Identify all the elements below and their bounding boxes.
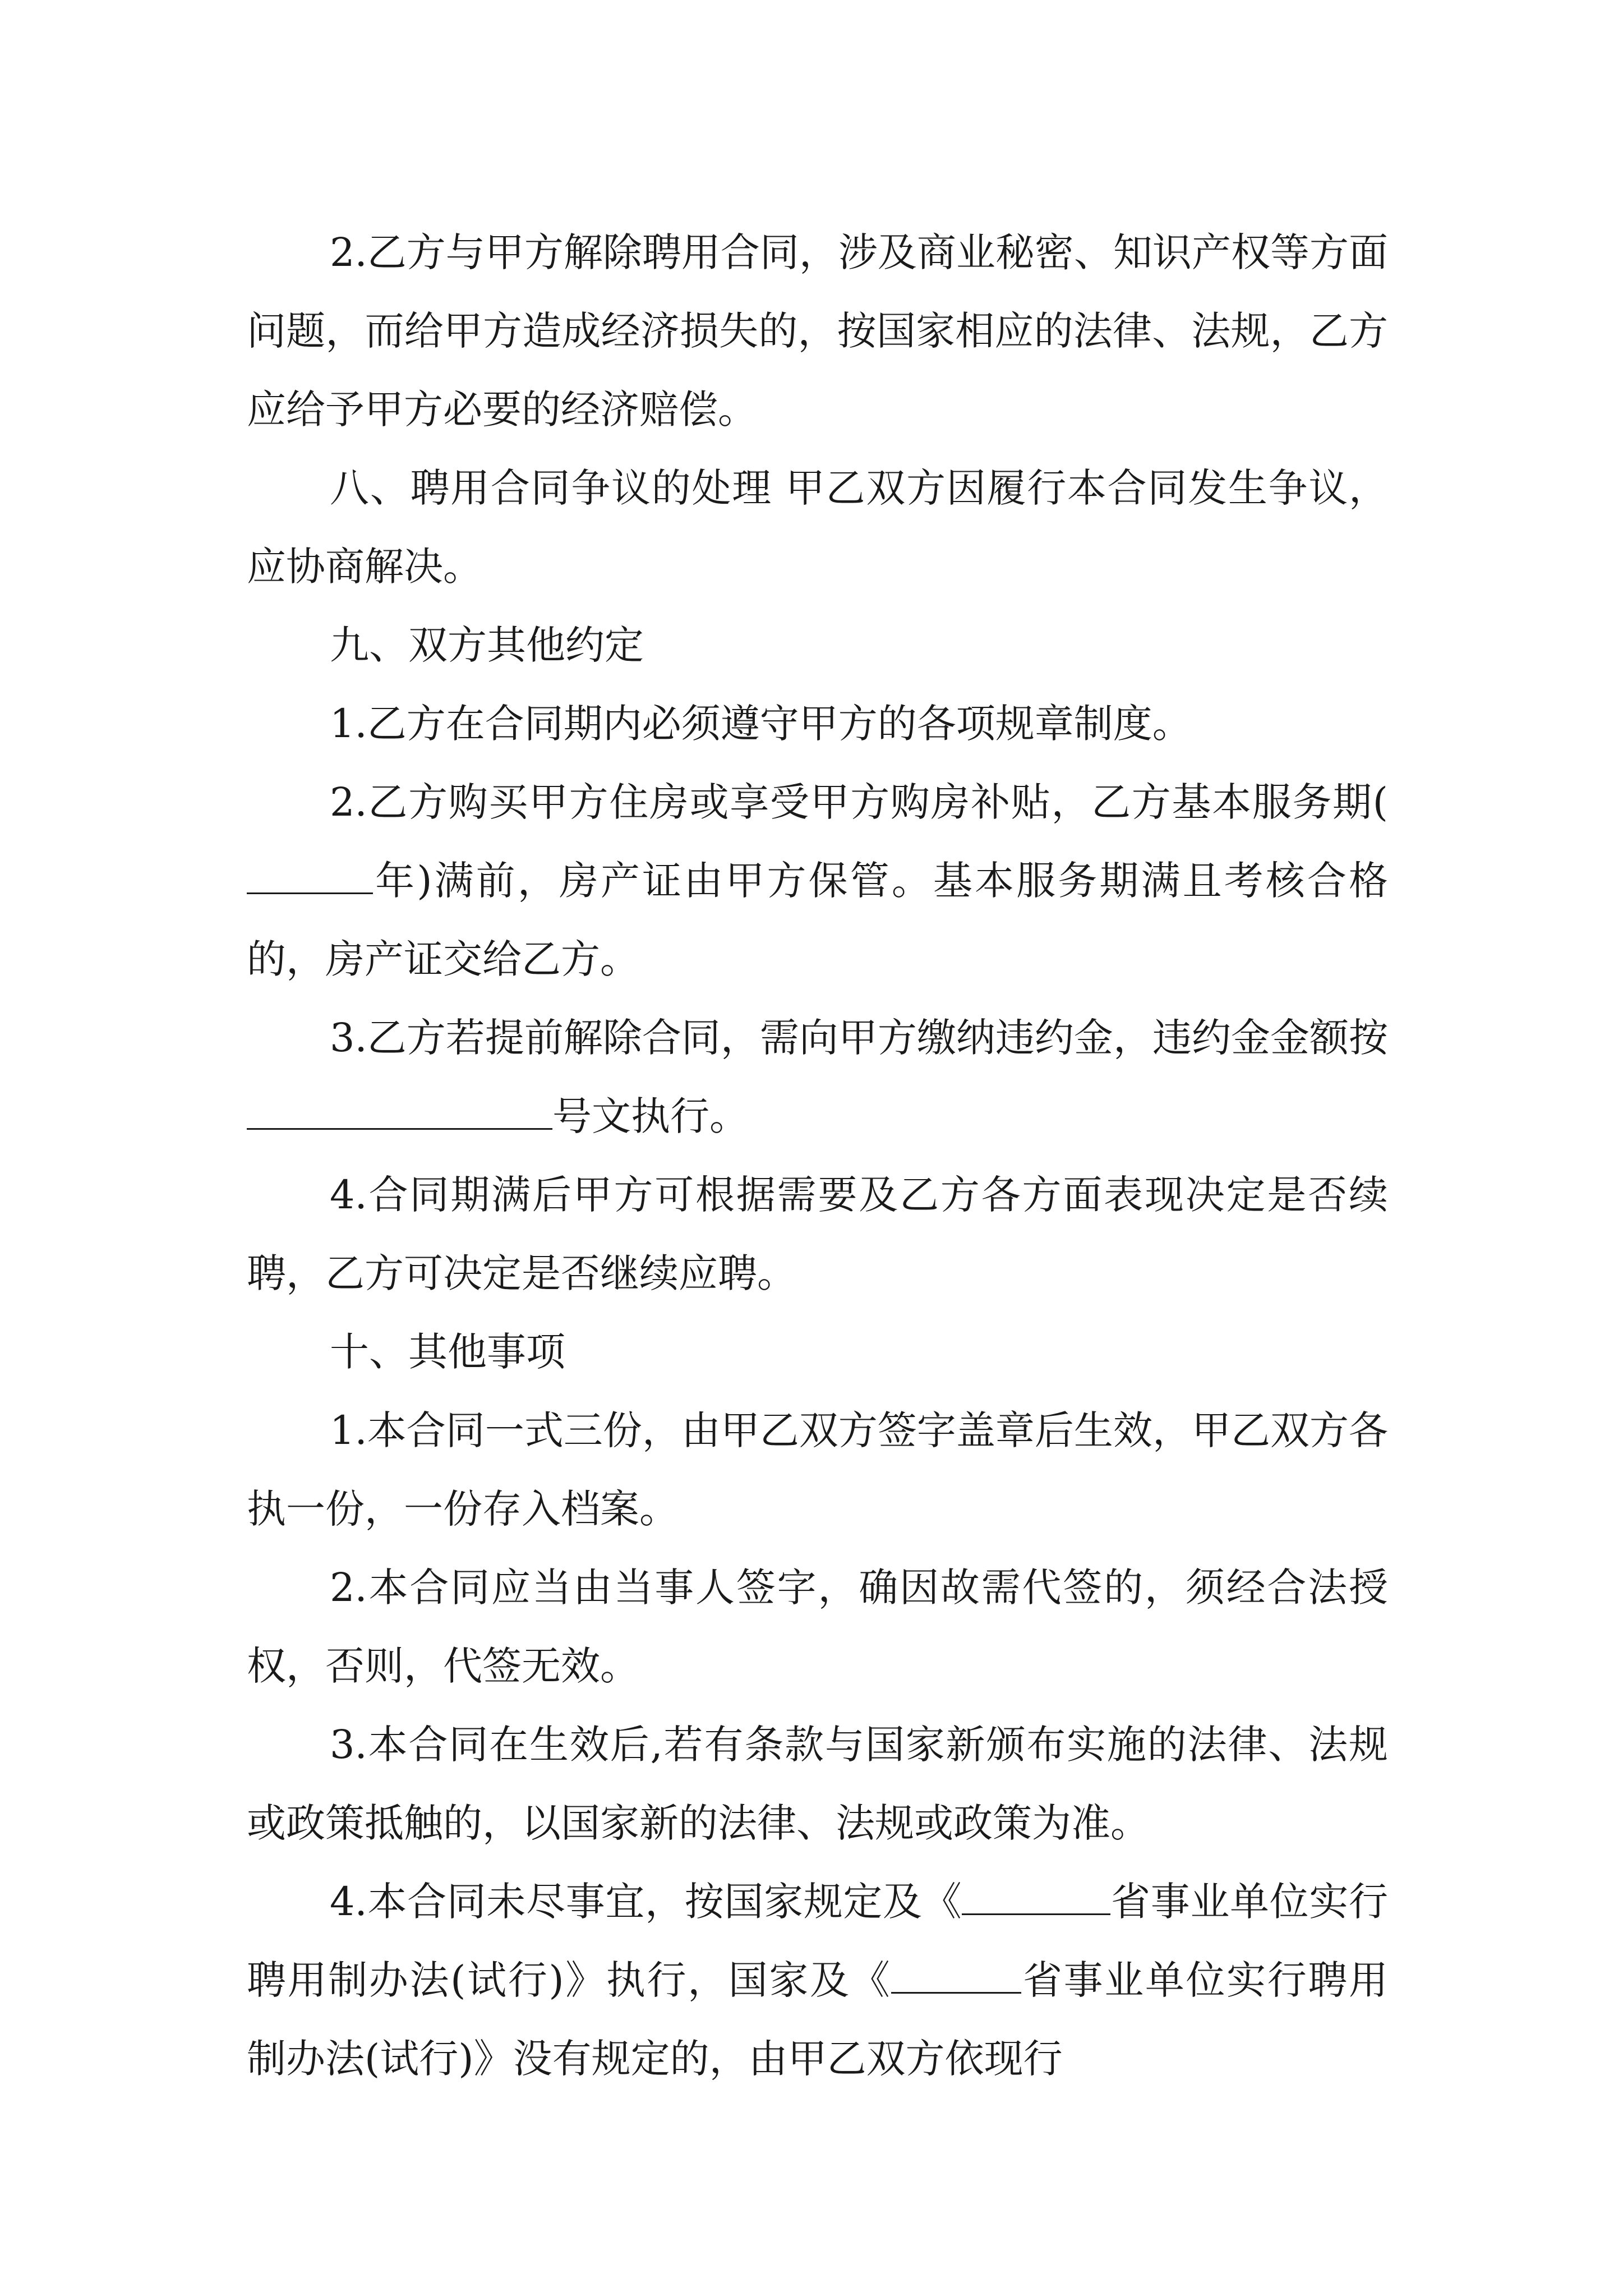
clause-9-3-text-before: 3.乙方若提前解除合同，需向甲方缴纳违约金，违约金金额按 (330, 1015, 1388, 1061)
paragraph-clause-10-2: 2.本合同应当由当事人签字，确因故需代签的，须经合法授权，否则，代签无效。 (247, 1565, 1388, 1689)
clause-10-4-text-before: 4.本合同未尽事宜，按国家规定及《 (330, 1879, 962, 1925)
document-number-blank (247, 1093, 552, 1130)
service-years-blank (247, 858, 373, 894)
paragraph-clause-10-3: 3.本合同在生效后,若有条款与国家新颁布实施的法律、法规或政策抵触的，以国家新的法律、法规或政策为准。 (247, 1722, 1388, 1846)
clause-9-2-text-before: 2.乙方购买甲方住房或享受甲方购房补贴，乙方基本服务期( (330, 779, 1388, 825)
paragraph-clause-7-2: 2.乙方与甲方解除聘用合同，涉及商业秘密、知识产权等方面问题，而给甲方造成经济损失的，按国家相应的法律、法规，乙方应给予甲方必要的经济赔偿。 (247, 229, 1388, 432)
heading-section-10: 十、其他事项 (330, 1329, 565, 1375)
paragraph-clause-9-4: 4.合同期满后甲方可根据需要及乙方各方面表现决定是否续聘，乙方可决定是否继续应聘。 (247, 1172, 1388, 1296)
paragraph-clause-9-3 (247, 999, 1388, 1156)
paragraph-clause-9-1: 1.乙方在合同期内必须遵守甲方的各项规章制度。 (330, 701, 1192, 747)
province-blank-1 (962, 1879, 1110, 1915)
paragraph-clause-10-1: 1.本合同一式三份，由甲乙双方签字盖章后生效，甲乙双方各执一份，一份存入档案。 (247, 1407, 1388, 1532)
clause-9-2-text-after: 年)满前，房产证由甲方保管。基本服务期满且考核合格的，房产证交给乙方。 (247, 858, 1388, 982)
heading-section-9: 九、双方其他约定 (330, 622, 644, 668)
clause-9-3-text-after: 号文执行。 (552, 1093, 749, 1139)
clause-10-4-text-middle: 省事业单位实行聘用制办法(试行)》执行，国家及《 (247, 1879, 1389, 2003)
clause-10-4-text-after: 省事业单位实行聘用制办法(试行)》没有规定的，由甲乙双方依现行 (247, 1957, 1388, 2082)
province-blank-2 (891, 1957, 1021, 1994)
paragraph-clause-10-4 (247, 1862, 1388, 2098)
document-body (247, 213, 1388, 2098)
paragraph-section-8: 八、聘用合同争议的处理 甲乙双方因履行本合同发生争议，应协商解决。 (247, 465, 1388, 590)
paragraph-clause-9-2 (247, 763, 1388, 999)
